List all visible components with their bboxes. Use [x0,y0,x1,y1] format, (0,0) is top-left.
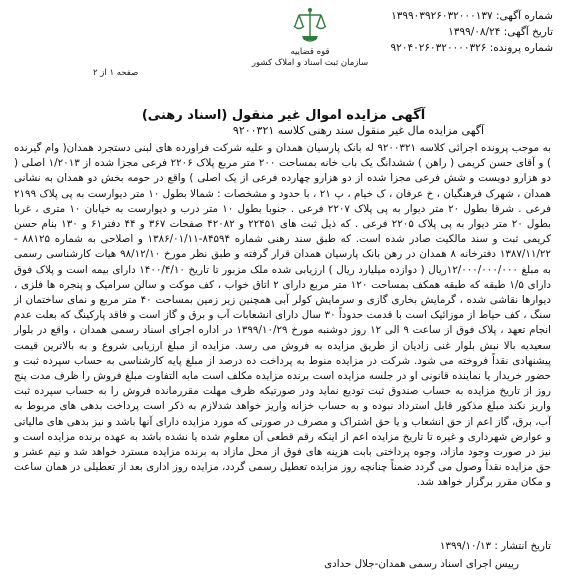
signature: رییس اجرای اسناد رسمی همدان-جلال حدادی [324,558,519,570]
file-number: شماره پرونده: ۹۲۰۴۰۲۶۰۳۲۰۰۰۰۳۲۶ [390,42,553,54]
notice-body: به موجب پرونده اجرائی کلاسه ۹۲۰۰۳۲۱ له بانک پارسیان همدان و علیه شرکت فراورده های لبنی دستجرد همدان( وام گیرنده ) و آقای حسن کریمی ( راهن ) ششدانگ یک باب خانه بمساحت ۲۰۰ متر مربع پلاک ۲۲۰۶ فرعی مجزا شده از ۱/۲۰۱۳ اصلی ( دو هزارو دویست و شش فرعی مجزا شده از دو هزارو چهارده فرعی از یک اصلی ) واقع در حومه بخش دو همدان به نشانی همدان ، شهرک فرهنگیان ، خ عرفان ، ک خیام ، پ ۲۱ ، با حدود و مشخصات : شمالا بطول ۱۰ متر دیوارست به پی پلاک ۲۱۹۹ فرعی . شرقا بطول ۲۰ متر دیوار به پی پلاک ۲۲۰۷ فرعی . جنوبا بطول ۱۰ متر درب و دیوارست به خیابان ۱۰ متری ، غربا بطول ۲۰ متر دیوار به پی پلاک ۲۲۰۵ فرعی . که ذیل ثبت های ۲۲۴۵۱ و ۴۲۰۸۲ صفحات ۳۶۷ و ۴۴ دفتر۶۱ و ۱۳۰ بنام حسن کریمی ثبت و سند مالکیت صادر شده است. که طبق سند رهنی شماره ۸۴۵۹۴-۱۳۸۶/۰۱/۱۱ و اصلاحی به شماره ۸۸۱۲۵ - ۱۳۸۷/۱۱/۲۲ دفترخانه ۸ همدان در رهن بانک پارسیان همدان قرار گرفته و طبق نظر مورخ ۹۸/۱۲/۱۰ هیات کارشناسی رسمی به مبلغ ۱۲/۰۰۰/۰۰۰/۰۰۰ریال ( دوازده میلیارد ریال ) ارزیابی شده ملک مزبور تا تاریخ ۱۴۰۰/۴/۱۰ دارای بیمه است و پلاک فوق دارای ۱/۵ طبقه که طبقه همکف بمساحت ۱۲۰ متر مربع دارای ۲ اتاق خواب ، کف موکت و سالن سرامیک و پنجره ها فلزی ، دیوارها نقاشی شده ، گرمایش بخاری گازی و سرمایش کولر آبی همچنین زیر زمین بمساحت ۴۰ متر مربع و نمای ساختمان از سنگ ، کف حیاط از موزائیک است با قدمت حدوداً ۳۰ سال دارای انشعابات آب و برق و گاز است و فاقد پارکینگ که بعلت عدم انجام تعهد ، پلاک فوق از ساعت ۹ الی ۱۲ روز دوشنبه مورخ ۱۳۹۹/۱۰/۲۹ در اداره اجرای اسناد رسمی همدان ، واقع در بلوار سعیدیه بالا نبش بلوار غنی زادیان از طریق مزایده به فروش می رسد. مزایده از مبلغ ارزیابی شروع و به بالاترین قیمت پیشنهادی نقداً فروخته می شود. شرکت در مزایده منوط به پرداخت ده درصد از مبلغ پایه کارشناسی به حساب سپرده ثبت و حضور خریدار یا نماینده قانونی او در جلسه مزایده است برنده مزایده مکلف است مابه التفاوت مبلغ فروش را ظرف مدت پنج روز از تاریخ مزایده به حساب صندوق ثبت تودیع نماید ودر صورتیکه ظرف مهلت مقررمانده فروش را به حساب سپرده ثبت واریز نکند مبلغ مذکور قابل استرداد نبوده و به حساب خزانه واریز خواهد شدلازم به ذکر است پرداخت بدهی های مربوط به آب، برق، گاز اعم از حق انشعاب و یا حق اشتراک و مصرف در صورتی که مورد مزایده دارای آنها باشد و نیز بدهی های مالیاتی و عوارض شهرداری و غیره تا تاریخ مزایده اعم از اینکه رقم قطعی آن معلوم شده یا نشده باشد به عهده برنده مزایده است و نیز در صورت وجود مازاد، وجوه پرداختی بابت هزینه های فوق از محل مازاد به برنده مزایده مسترد خواهد شد و نیم عشر و حق مزایده نقداً وصول می گردد ضمناً چنانچه روز مزایده تعطیل رسمی گردد، مزایده روز اداری بعد از تعطیلی در همان ساعت و مکان مقرر برگزار خواهد شد. [14,142,552,489]
publish-date: تاریخ انتشار : ۱۳۹۹/۱۰/۱۳ [439,540,551,552]
ad-date: تاریخ آگهی: ۱۳۹۹/۰۸/۲۴ [448,26,553,38]
judiciary-emblem [240,6,380,68]
judiciary-emblem-icon [291,6,329,46]
org-name-registry: سازمان ثبت اسناد و املاک کشور [251,58,369,68]
document-subtitle: آگهی مزایده مال غیر منقول سند رهنی کلاسه ۹۲۰۰۳۲۱ [232,124,485,137]
ad-number: شماره آگهی: ۱۳۹۹۰۳۹۲۶۰۳۲۰۰۰۱۳۷ [391,10,553,22]
document-title: آگهی مزایده اموال غیر منقول (اسناد رهنی) [141,108,426,123]
page-indicator: صفحه ۱ از ۲ [93,68,139,78]
header-meta [383,8,553,56]
org-name-judiciary: قوه قضاییه [290,47,330,57]
